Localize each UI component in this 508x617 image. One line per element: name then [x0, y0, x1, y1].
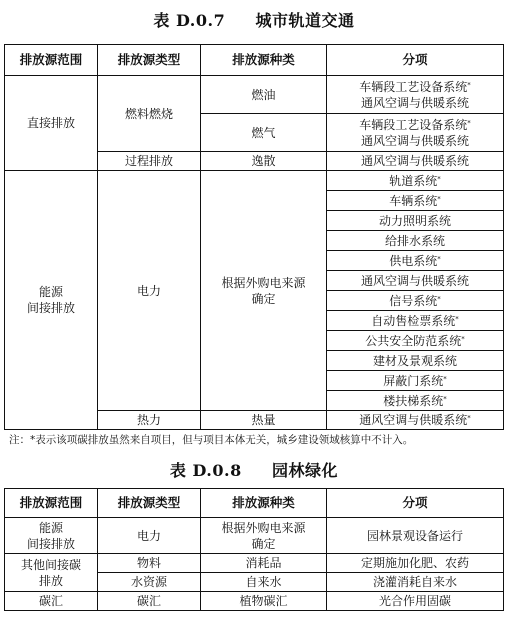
item-power: 自动售检票系统*: [327, 311, 504, 331]
item-fuel-gas: [327, 114, 504, 152]
item-fertilizer: 定期施加化肥、农药: [327, 554, 504, 573]
item-power: 屏蔽门系统*: [327, 371, 504, 391]
kind-fugitive: 逸散: [201, 152, 327, 171]
item-power: 公共安全防范系统*: [327, 331, 504, 351]
table-d07: [4, 44, 504, 430]
kind-consumables: 消耗品: [201, 554, 327, 573]
item-landscape-equipment: 园林景观设备运行: [327, 518, 504, 554]
item-photosynthesis: 光合作用固碳: [327, 592, 504, 611]
table-d08-title: 表 D.0.8 园林绿化: [169, 461, 339, 480]
kind-heat: 热量: [201, 411, 327, 430]
header-type: 排放源类型: [98, 45, 201, 76]
item-line: 通风空调与供暖系统: [360, 95, 469, 110]
scope-direct: 直接排放: [5, 76, 98, 171]
table-row: [5, 554, 504, 573]
type-carbon-sink: 碳汇: [98, 592, 201, 611]
header-kind: 排放源种类: [201, 45, 327, 76]
kind-fuel-gas: 燃气: [201, 114, 327, 152]
kind-fuel-oil: 燃油: [201, 76, 327, 114]
type-process: 过程排放: [98, 152, 201, 171]
item-power: 信号系统*: [327, 291, 504, 311]
table-row: [5, 76, 504, 114]
table-row: [5, 171, 504, 191]
kind-power: 根据外购电来源 确定: [201, 518, 327, 554]
header-scope: 排放源范围: [5, 45, 98, 76]
scope-indirect: 能源 间接排放: [5, 171, 98, 430]
item-irrigation: 浇灌消耗自来水: [327, 573, 504, 592]
item-power: 动力照明系统: [327, 211, 504, 231]
item-heat: 通风空调与供暖系统*: [327, 411, 504, 430]
item-power: 供电系统*: [327, 251, 504, 271]
kind-tap-water: 自来水: [201, 573, 327, 592]
type-power: 电力: [98, 171, 201, 411]
item-line: 通风空调与供暖系统: [360, 133, 469, 148]
table-header-row: [5, 489, 504, 518]
table-d07-footnote: 注：*表示该项碳排放虽然来自项目，但与项目本体无关，城乡建设领域核算中不计入。: [9, 434, 414, 446]
scope-carbon-sink: 碳汇: [5, 592, 98, 611]
type-heat: 热力: [98, 411, 201, 430]
header-type: 排放源类型: [98, 489, 201, 518]
type-fuel: 燃料燃烧: [98, 76, 201, 152]
table-d07-title: 表 D.0.7 城市轨道交通: [153, 11, 355, 30]
item-power: 车辆系统*: [327, 191, 504, 211]
item-fuel-oil: [327, 76, 504, 114]
table-header-row: [5, 45, 504, 76]
kind-plant-sink: 植物碳汇: [201, 592, 327, 611]
scope-energy-indirect: 能源 间接排放: [5, 518, 98, 554]
item-power: 通风空调与供暖系统: [327, 271, 504, 291]
header-item: 分项: [327, 45, 504, 76]
header-scope: 排放源范围: [5, 489, 98, 518]
item-line: 车辆段工艺设备系统*: [359, 117, 471, 132]
item-line: 车辆段工艺设备系统*: [359, 79, 471, 94]
kind-power: 根据外购电来源 确定: [201, 171, 327, 411]
table-d08: [4, 488, 504, 611]
table-row: [5, 518, 504, 554]
item-power: 给排水系统: [327, 231, 504, 251]
item-power: 建材及景观系统: [327, 351, 504, 371]
table-row: [5, 592, 504, 611]
header-kind: 排放源种类: [201, 489, 327, 518]
header-item: 分项: [327, 489, 504, 518]
type-water: 水资源: [98, 573, 201, 592]
item-process: 通风空调与供暖系统: [327, 152, 504, 171]
scope-other-indirect: 其他间接碳 排放: [5, 554, 98, 592]
item-power: 轨道系统*: [327, 171, 504, 191]
type-power: 电力: [98, 518, 201, 554]
item-power: 楼扶梯系统*: [327, 391, 504, 411]
type-material: 物料: [98, 554, 201, 573]
